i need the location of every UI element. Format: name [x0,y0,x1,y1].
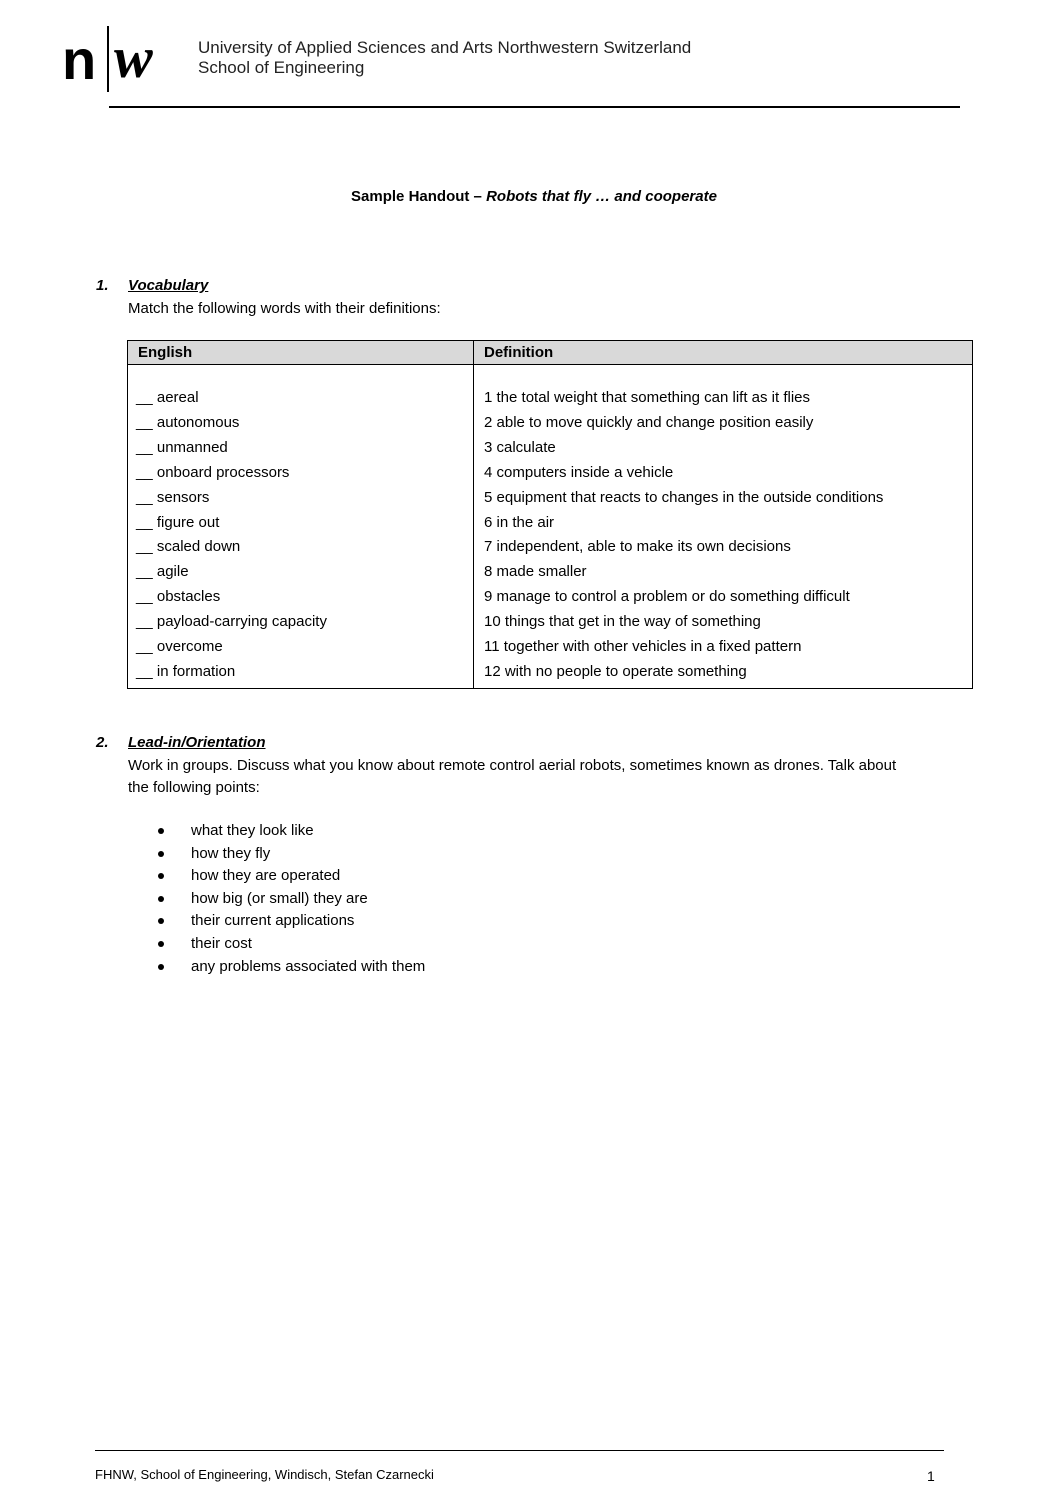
vocab-word [136,588,220,605]
vocab-word [136,638,223,655]
section2-text [128,755,896,799]
answer-blank[interactable]: __ [136,662,153,680]
institution-block [198,38,691,78]
vocab-word [136,414,239,431]
vocab-word [136,663,235,680]
answer-blank[interactable]: __ [136,438,153,456]
vocab-definition: 3 calculate [484,438,556,456]
title-prefix: Sample Handout – [351,188,487,205]
section2-heading: Lead-in/Orientation [128,734,266,751]
footer-text: FHNW, School of Engineering, Windisch, Stefan Czarnecki [95,1467,434,1482]
bullet-icon [158,896,164,902]
section1-heading: Vocabulary [128,277,209,294]
vocab-word-label: agile [156,563,189,581]
vocab-word-label: in formation [156,662,236,680]
page-title [0,188,1058,205]
vocab-definition: 5 equipment that reacts to changes in the outside conditions [484,488,884,506]
answer-blank[interactable]: __ [136,563,153,581]
vocab-definition: 9 manage to control a problem or do something difficult [484,588,850,606]
vocab-word [136,464,289,481]
vocab-definition: 2 able to move quickly and change position easily [484,413,814,431]
vocab-word-label: scaled down [156,538,241,556]
column-divider [473,341,474,688]
vocab-word-label: aereal [156,389,199,406]
answer-blank[interactable]: __ [136,463,153,481]
answer-blank[interactable]: __ [136,588,153,606]
section1-number: 1. [96,277,109,294]
vocab-word [136,538,240,555]
vocab-word [136,613,327,630]
vocab-word-label: overcome [156,638,223,655]
answer-blank[interactable]: __ [136,638,153,655]
section2-number: 2. [96,734,109,751]
vocab-definition: 1 the total weight that something can lift as it flies [484,389,811,406]
section2-line2: the following points: [128,779,260,796]
page-number: 1 [927,1468,935,1484]
answer-blank[interactable]: __ [136,513,153,531]
column-header-english: English [138,344,193,361]
column-header-definition: Definition [484,344,554,361]
vocab-word-label: obstacles [156,588,221,606]
vocab-definition: 10 things that get in the way of something [484,613,761,631]
vocab-word [136,389,199,406]
institution-name: University of Applied Sciences and Arts Northwestern Switzerland [198,38,692,57]
vocab-word [136,439,228,456]
list-item-text: any problems associated with them [191,957,426,975]
answer-blank[interactable]: __ [136,538,153,556]
bullet-icon [158,941,164,947]
bullet-icon [158,918,164,924]
bullet-icon [158,828,164,834]
logo-letter-w: w [114,25,153,90]
list-item-text: their cost [191,934,252,952]
list-item-text: how they are operated [191,867,341,885]
vocab-word-label: onboard processors [156,463,290,481]
answer-blank[interactable]: __ [136,389,153,406]
school-name: School of Engineering [198,58,365,77]
section2-line1: Work in groups. Discuss what you know about remote control aerial robots, sometimes known as drones. Talk about [128,757,897,774]
vocab-word-label: autonomous [156,413,240,431]
title-topic: Robots that fly … and cooperate [486,188,717,205]
vocabulary-table [127,340,973,689]
list-item-text: how big (or small) they are [191,889,368,907]
list-item-text: what they look like [191,822,314,839]
vocab-word [136,489,209,506]
header-rule [109,106,960,108]
footer-rule [95,1450,944,1451]
vocab-definition: 7 independent, able to make its own decisions [484,538,791,556]
list-item-text: their current applications [191,912,355,930]
vocab-word-label: sensors [156,488,210,506]
vocab-definition: 8 made smaller [484,563,587,581]
vocab-definition: 6 in the air [484,513,555,531]
section1-instruction: Match the following words with their definitions: [128,300,441,317]
bullet-icon [158,873,164,879]
vocab-definition: 11 together with other vehicles in a fixed pattern [484,638,802,655]
vocab-definition: 4 computers inside a vehicle [484,463,674,481]
answer-blank[interactable]: __ [136,413,153,431]
vocab-word-label: payload-carrying capacity [156,613,327,631]
bullet-icon [158,964,164,970]
bullet-icon [158,851,164,857]
vocab-word-label: unmanned [156,438,228,456]
vocab-word [136,563,189,580]
vocab-definition: 12 with no people to operate something [484,662,747,680]
logo-letter-n: n [62,28,96,91]
logo-divider [107,26,109,92]
list-item-text: how they fly [191,844,271,862]
vocab-word-label: figure out [156,513,220,531]
vocab-word [136,514,219,531]
answer-blank[interactable]: __ [136,488,153,506]
answer-blank[interactable]: __ [136,613,153,631]
